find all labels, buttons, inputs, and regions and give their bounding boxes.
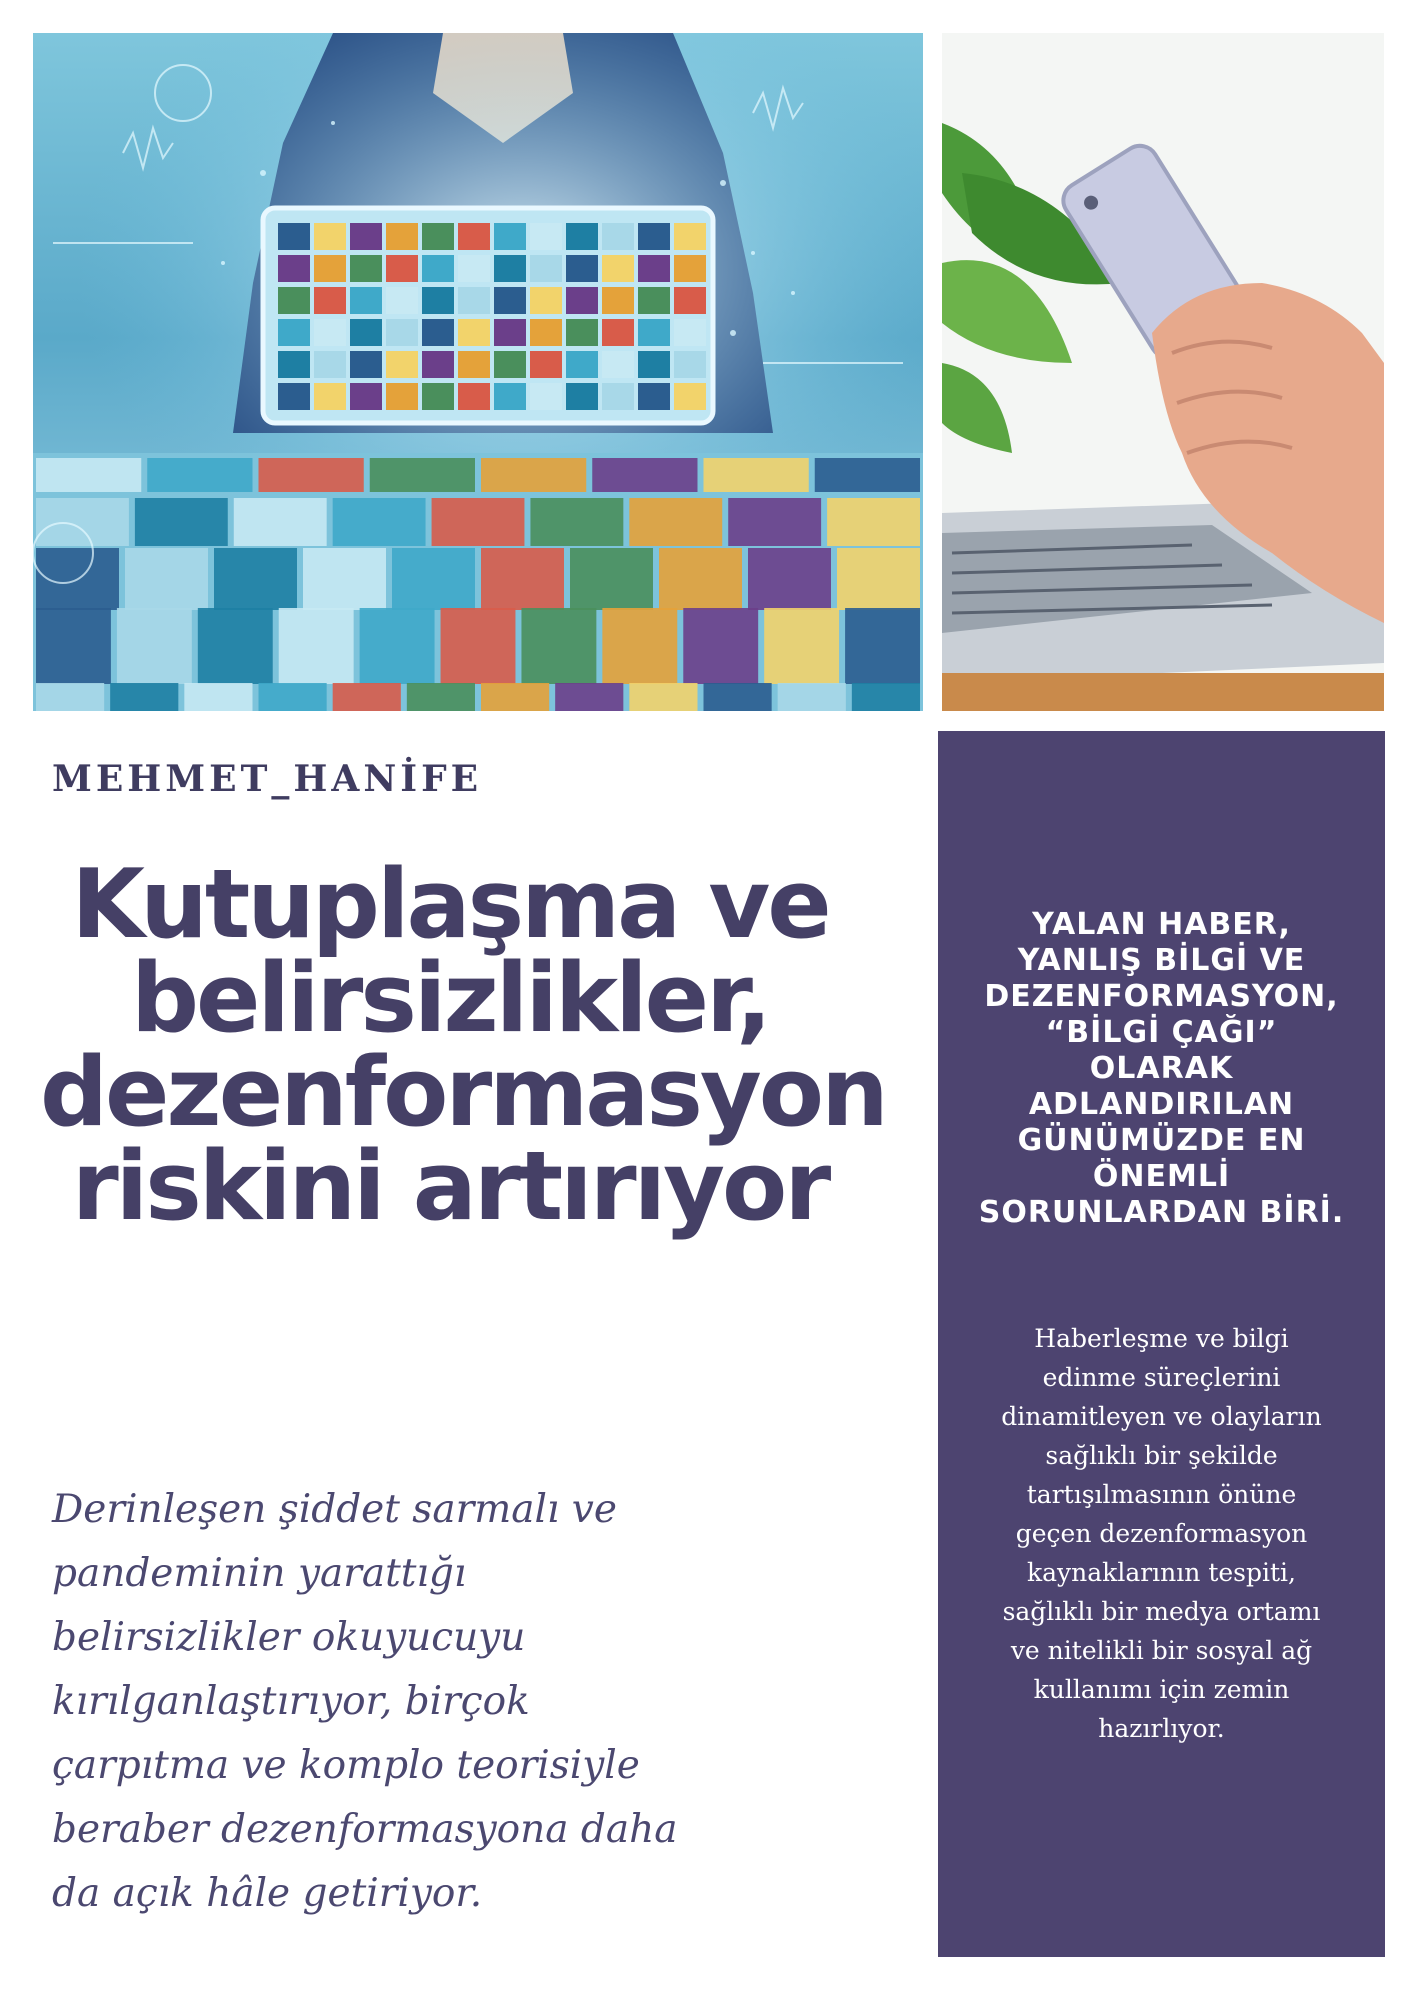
media-tile bbox=[481, 548, 564, 610]
media-tile bbox=[494, 351, 526, 378]
media-tile bbox=[837, 548, 920, 610]
media-tile bbox=[494, 383, 526, 410]
media-tile bbox=[36, 498, 129, 546]
callout-line: YALAN HABER, bbox=[1032, 907, 1291, 942]
media-tile bbox=[602, 223, 634, 250]
media-tile bbox=[530, 287, 562, 314]
media-tile bbox=[674, 223, 706, 250]
body-line: tartışılmasının önüne bbox=[1026, 1480, 1297, 1509]
media-tile bbox=[566, 287, 598, 314]
media-tile bbox=[778, 683, 846, 711]
media-tile bbox=[683, 608, 758, 684]
callout-line: GÜNÜMÜZDE EN bbox=[1017, 1123, 1306, 1158]
media-tile bbox=[602, 383, 634, 410]
media-tile bbox=[314, 287, 346, 314]
lead-line: belirsizlikler okuyucuyu bbox=[52, 1615, 526, 1660]
headline-line: riskini artırıyor bbox=[71, 1132, 829, 1242]
lead-line: Derinleşen şiddet sarmalı ve bbox=[52, 1487, 617, 1532]
callout-line: YANLIŞ BİLGİ VE bbox=[1017, 943, 1306, 978]
media-tile bbox=[135, 498, 228, 546]
media-tile bbox=[458, 255, 490, 282]
media-tile bbox=[314, 223, 346, 250]
media-tile bbox=[602, 287, 634, 314]
media-tile bbox=[278, 255, 310, 282]
media-tile bbox=[422, 383, 454, 410]
sidebar-body bbox=[938, 1319, 1385, 1748]
media-tile bbox=[422, 287, 454, 314]
callout-line: ADLANDIRILAN bbox=[1028, 1087, 1295, 1122]
media-tile bbox=[728, 498, 821, 546]
media-tile bbox=[566, 255, 598, 282]
media-tile bbox=[530, 255, 562, 282]
media-tile bbox=[259, 683, 327, 711]
body-line: geçen dezenformasyon bbox=[1015, 1519, 1308, 1548]
sidebar-callout bbox=[938, 907, 1385, 1231]
body-line: sağlıklı bir medya ortamı bbox=[1002, 1597, 1321, 1626]
media-tile bbox=[530, 223, 562, 250]
body-line: ve nitelikli bir sosyal ağ bbox=[1010, 1636, 1313, 1665]
smartphone-hand-illustration bbox=[942, 33, 1384, 711]
media-tile bbox=[350, 383, 382, 410]
body-line: Haberleşme ve bilgi bbox=[1034, 1324, 1289, 1353]
media-tile bbox=[422, 223, 454, 250]
media-tile bbox=[234, 498, 327, 546]
media-tile bbox=[566, 383, 598, 410]
media-tile bbox=[494, 255, 526, 282]
media-tile bbox=[314, 319, 346, 346]
media-tile bbox=[360, 608, 435, 684]
media-tile bbox=[458, 223, 490, 250]
media-tile bbox=[521, 608, 596, 684]
lead-line: çarpıtma ve komplo teorisiyle bbox=[52, 1743, 640, 1788]
media-tile bbox=[629, 498, 722, 546]
media-tile bbox=[852, 683, 920, 711]
media-tile bbox=[704, 458, 809, 492]
callout-line: OLARAK bbox=[1089, 1051, 1234, 1086]
media-tile bbox=[36, 683, 104, 711]
media-tile bbox=[458, 351, 490, 378]
media-tile bbox=[278, 351, 310, 378]
media-tablet-photo bbox=[33, 33, 923, 711]
body-line: kaynaklarının tespiti, bbox=[1027, 1558, 1296, 1587]
lead-line: kırılganlaştırıyor, birçok bbox=[52, 1679, 530, 1724]
headline-line: belirsizlikler, bbox=[130, 944, 770, 1054]
media-tile bbox=[481, 458, 586, 492]
media-tile bbox=[704, 683, 772, 711]
media-tile bbox=[36, 608, 111, 684]
media-tile bbox=[494, 287, 526, 314]
media-tile bbox=[555, 683, 623, 711]
media-tile bbox=[494, 223, 526, 250]
media-tile bbox=[147, 458, 252, 492]
body-line: dinamitleyen ve olayların bbox=[1001, 1402, 1322, 1431]
media-tile bbox=[386, 223, 418, 250]
body-line: sağlıklı bir şekilde bbox=[1045, 1441, 1278, 1470]
media-tile bbox=[350, 287, 382, 314]
media-tile bbox=[117, 608, 192, 684]
media-tile bbox=[602, 319, 634, 346]
media-tile bbox=[350, 223, 382, 250]
media-tile bbox=[638, 255, 670, 282]
body-line: kullanımı için zemin bbox=[1033, 1675, 1290, 1704]
media-tile bbox=[432, 498, 525, 546]
media-tile bbox=[350, 351, 382, 378]
media-tile bbox=[278, 287, 310, 314]
media-tile bbox=[386, 351, 418, 378]
media-tile bbox=[386, 255, 418, 282]
media-tile bbox=[303, 548, 386, 610]
media-tile bbox=[333, 498, 426, 546]
media-tile bbox=[214, 548, 297, 610]
media-tile bbox=[458, 287, 490, 314]
callout-line: ÖNEMLİ bbox=[1092, 1159, 1231, 1194]
media-tile bbox=[494, 319, 526, 346]
media-tile bbox=[570, 548, 653, 610]
media-tile bbox=[566, 351, 598, 378]
media-tile bbox=[386, 287, 418, 314]
lead-paragraph bbox=[52, 1478, 752, 1926]
media-tile bbox=[350, 255, 382, 282]
media-tile bbox=[566, 223, 598, 250]
headline bbox=[40, 850, 886, 1242]
media-tile bbox=[333, 683, 401, 711]
media-tile bbox=[530, 383, 562, 410]
media-tile bbox=[629, 683, 697, 711]
callout-line: DEZENFORMASYON, bbox=[984, 979, 1339, 1014]
media-tile bbox=[441, 608, 516, 684]
media-tile bbox=[125, 548, 208, 610]
media-tile bbox=[392, 548, 475, 610]
media-tile bbox=[764, 608, 839, 684]
media-tile bbox=[279, 608, 354, 684]
media-tile bbox=[481, 683, 549, 711]
media-tile bbox=[278, 223, 310, 250]
media-tile bbox=[748, 548, 831, 610]
author-byline: MEHMET_HANİFE bbox=[52, 758, 483, 800]
lead-line: beraber dezenformasyona daha bbox=[52, 1807, 678, 1852]
media-tile bbox=[386, 319, 418, 346]
media-tile bbox=[674, 319, 706, 346]
media-tile bbox=[638, 223, 670, 250]
media-tile bbox=[407, 683, 475, 711]
media-tile bbox=[845, 608, 920, 684]
media-tile bbox=[674, 383, 706, 410]
callout-line: SORUNLARDAN BİRİ. bbox=[978, 1195, 1345, 1230]
media-tablet-illustration bbox=[33, 33, 923, 711]
smartphone-hand-photo bbox=[942, 33, 1384, 711]
media-tile bbox=[198, 608, 273, 684]
media-tile bbox=[314, 255, 346, 282]
media-tile bbox=[659, 548, 742, 610]
media-tile bbox=[674, 255, 706, 282]
media-tile bbox=[458, 319, 490, 346]
media-tile bbox=[530, 319, 562, 346]
media-tile bbox=[602, 255, 634, 282]
media-tile bbox=[592, 458, 697, 492]
media-tile bbox=[36, 458, 141, 492]
lead-line: pandeminin yarattığı bbox=[52, 1551, 467, 1596]
media-tile bbox=[422, 255, 454, 282]
media-tile bbox=[530, 498, 623, 546]
media-tile bbox=[530, 351, 562, 378]
media-tile bbox=[674, 351, 706, 378]
media-tile bbox=[110, 683, 178, 711]
media-tile bbox=[184, 683, 252, 711]
media-tile bbox=[370, 458, 475, 492]
callout-line: “BİLGİ ÇAĞI” bbox=[1045, 1015, 1278, 1050]
media-tile bbox=[458, 383, 490, 410]
media-tile bbox=[638, 351, 670, 378]
media-tile bbox=[386, 383, 418, 410]
media-tile bbox=[350, 319, 382, 346]
body-line: hazırlıyor. bbox=[1098, 1714, 1225, 1743]
sidebar-panel bbox=[938, 731, 1385, 1957]
media-tile bbox=[602, 608, 677, 684]
media-tile bbox=[422, 351, 454, 378]
media-tile bbox=[314, 351, 346, 378]
media-tile bbox=[827, 498, 920, 546]
media-tile bbox=[278, 383, 310, 410]
body-line: edinme süreçlerini bbox=[1042, 1363, 1281, 1392]
lead-line: da açık hâle getiriyor. bbox=[52, 1871, 483, 1916]
media-tile bbox=[815, 458, 920, 492]
media-tile bbox=[566, 319, 598, 346]
media-tile bbox=[278, 319, 310, 346]
media-tile bbox=[638, 319, 670, 346]
media-tile bbox=[314, 383, 346, 410]
media-tile bbox=[638, 383, 670, 410]
media-tile bbox=[259, 458, 364, 492]
headline-line: dezenformasyon bbox=[40, 1038, 886, 1148]
media-tile bbox=[638, 287, 670, 314]
media-tile bbox=[674, 287, 706, 314]
headline-line: Kutuplaşma ve bbox=[71, 850, 829, 960]
media-tile bbox=[602, 351, 634, 378]
media-tile bbox=[422, 319, 454, 346]
